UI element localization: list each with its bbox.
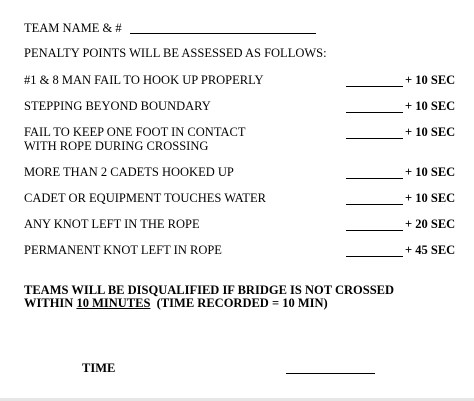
penalty-item-description: CADET OR EQUIPMENT TOUCHES WATER <box>24 191 266 205</box>
penalty-blank-line[interactable] <box>346 138 403 139</box>
penalty-blank-line[interactable] <box>346 230 403 231</box>
penalty-blank-line[interactable] <box>346 112 403 113</box>
disqualification-notice: TEAMS WILL BE DISQUALIFIED IF BRIDGE IS NOT CROSSED <box>24 283 395 297</box>
penalty-blank-line[interactable] <box>346 204 403 205</box>
penalty-amount: + 45 SEC <box>405 243 456 257</box>
disqualification-suffix: (TIME RECORDED = 10 MIN) <box>150 296 328 310</box>
penalty-amount: + 10 SEC <box>405 191 456 205</box>
penalty-item-description: #1 & 8 MAN FAIL TO HOOK UP PROPERLY <box>24 73 264 87</box>
penalty-item-description: ANY KNOT LEFT IN THE ROPE <box>24 217 200 231</box>
penalty-amount: + 10 SEC <box>405 125 456 139</box>
penalty-item-description: MORE THAN 2 CADETS HOOKED UP <box>24 165 234 179</box>
penalty-amount: + 10 SEC <box>405 99 456 113</box>
penalty-amount: + 10 SEC <box>405 73 456 87</box>
team-name-label: TEAM NAME & # <box>24 21 122 35</box>
penalty-amount: + 20 SEC <box>405 217 456 231</box>
time-blank-line[interactable] <box>286 373 375 374</box>
penalty-blank-line[interactable] <box>346 178 403 179</box>
penalty-item-description-line2: WITH ROPE DURING CROSSING <box>24 139 209 153</box>
penalty-item-description: PERMANENT KNOT LEFT IN ROPE <box>24 243 222 257</box>
team-name-blank-line[interactable] <box>130 33 316 34</box>
time-limit-emphasis: 10 MINUTES <box>76 296 151 310</box>
penalty-blank-line[interactable] <box>346 256 403 257</box>
penalty-blank-line[interactable] <box>346 86 403 87</box>
disqualification-prefix: WITHIN <box>24 296 77 310</box>
penalty-item-description: STEPPING BEYOND BOUNDARY <box>24 99 211 113</box>
disqualification-notice-line2 <box>24 296 328 310</box>
penalty-intro: PENALTY POINTS WILL BE ASSESSED AS FOLLOWS: <box>24 46 327 60</box>
time-label: TIME <box>82 361 116 375</box>
penalty-amount: + 10 SEC <box>405 165 456 179</box>
penalty-item-description: FAIL TO KEEP ONE FOOT IN CONTACT <box>24 125 246 139</box>
